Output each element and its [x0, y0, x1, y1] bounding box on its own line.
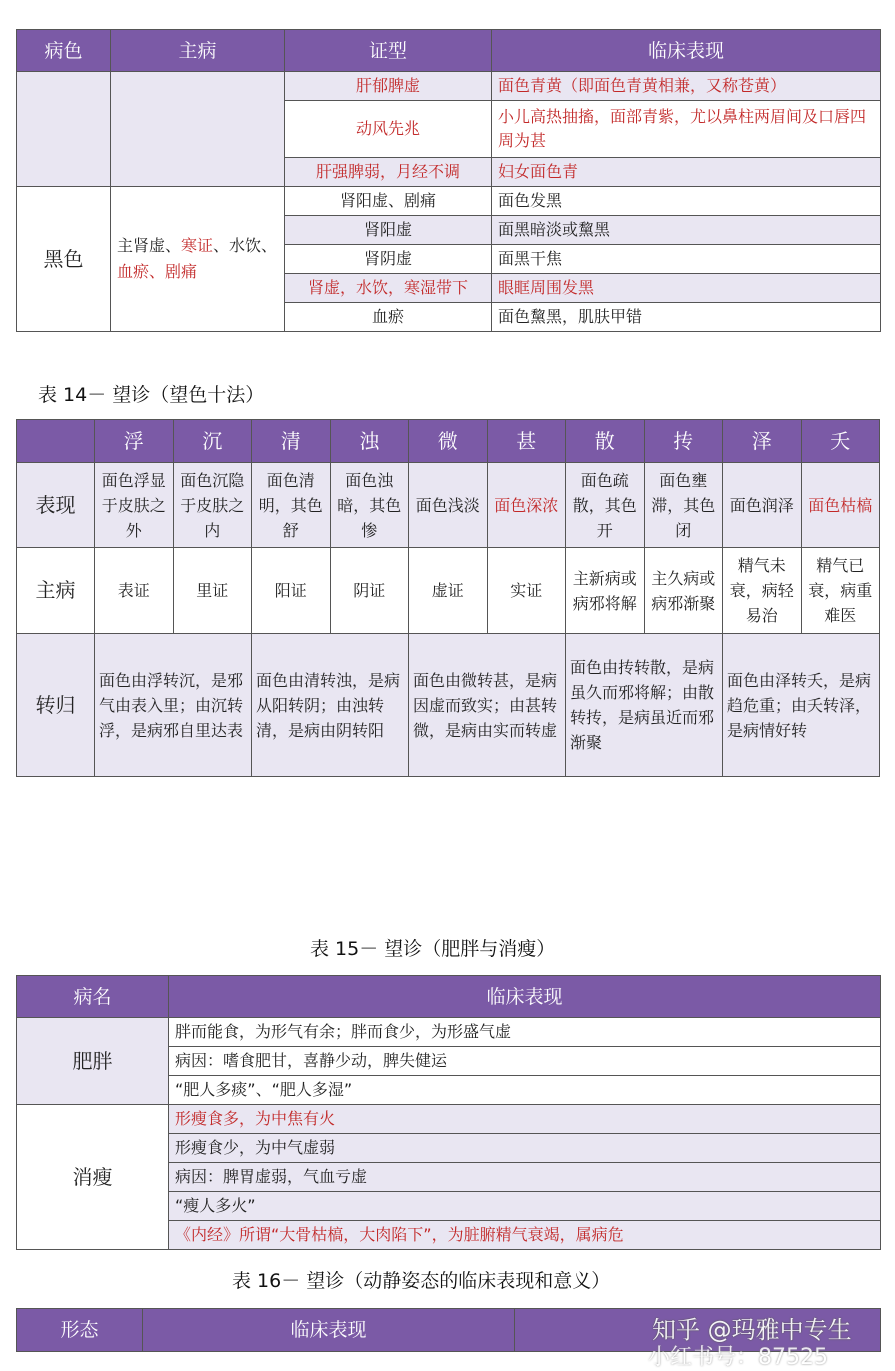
table-cell: 面色枯槁 [801, 463, 880, 548]
table-cell: 形瘦食少，为中气虚弱 [169, 1134, 881, 1163]
sign-cell: 面色发黑 [492, 187, 881, 216]
column-header [17, 420, 95, 463]
column-header: 浊 [330, 420, 409, 463]
row-label: 转归 [17, 634, 95, 777]
sign-cell: 面黑干焦 [492, 245, 881, 274]
sign-cell: 面色青黄（即面色青黄相兼，又称苍黄） [492, 72, 881, 101]
table-row [17, 187, 881, 216]
table-row [17, 1105, 881, 1134]
watermark: 知乎 @玛雅中专生 [652, 1316, 852, 1344]
column-header: 临床表现 [492, 30, 881, 72]
sign-cell: 眼眶周围发黑 [492, 274, 881, 303]
table-cell: 主久病或病邪渐聚 [644, 548, 723, 634]
table-cell: 面色由浮转沉，是邪气由表入里；由沉转浮，是病邪自里达表 [95, 634, 252, 777]
table-cell: 阳证 [252, 548, 331, 634]
table-cell: 面色由泽转夭，是病趋危重；由夭转泽，是病情好转 [723, 634, 880, 777]
column-header: 主病 [111, 30, 285, 72]
table-cell: 《内经》所谓“大骨枯槁，大肉陷下”，为脏腑精气衰竭，属病危 [169, 1221, 881, 1250]
table-cell: 面色由清转浊，是病从阳转阴；由浊转清，是病由阴转阳 [252, 634, 409, 777]
pattern-cell: 肾虚，水饮，寒湿带下 [285, 274, 492, 303]
sign-cell: 面黑暗淡或黧黑 [492, 216, 881, 245]
row-label: 主病 [17, 548, 95, 634]
table-cell: 面色浅淡 [409, 463, 488, 548]
column-header: 病色 [17, 30, 111, 72]
column-header: 浮 [95, 420, 174, 463]
table-caption: 表 16－ 望诊（动静姿态的临床表现和意义） [232, 1270, 611, 1292]
table-cell: 面色沉隐于皮肤之内 [173, 463, 252, 548]
table-cell: “瘦人多火” [169, 1192, 881, 1221]
table-cell: 表证 [95, 548, 174, 634]
column-header: 微 [409, 420, 488, 463]
pattern-cell: 动风先兆 [285, 101, 492, 158]
table-caption: 表 15－ 望诊（肥胖与消瘦） [310, 938, 556, 960]
table-cell: 胖而能食，为形气有余；胖而食少，为形盛气虚 [169, 1018, 881, 1047]
table-cell: 面色清明，其色舒 [252, 463, 331, 548]
table-cell: “肥人多痰”、“肥人多湿” [169, 1076, 881, 1105]
column-header: 临床表现 [143, 1309, 515, 1352]
table-row [17, 1018, 881, 1047]
table-cell: 面色浊暗，其色惨 [330, 463, 409, 548]
table-cell: 形瘦食多，为中焦有火 [169, 1105, 881, 1134]
column-header: 病名 [17, 976, 169, 1018]
pattern-cell: 肾阴虚 [285, 245, 492, 274]
column-header: 形态 [17, 1309, 143, 1352]
table-obesity-emaciation [16, 975, 881, 1250]
table-cell: 主新病或病邪将解 [566, 548, 645, 634]
table-cell: 里证 [173, 548, 252, 634]
column-header: 清 [252, 420, 331, 463]
disease-black-cell: 主肾虚、寒证、水饮、血瘀、剧痛 [111, 187, 285, 332]
table-cell: 阴证 [330, 548, 409, 634]
row-label: 消瘦 [17, 1105, 169, 1250]
table-caption: 表 14－ 望诊（望色十法） [38, 384, 265, 406]
watermark: 小红书号：87525 [648, 1345, 828, 1370]
column-header: 夭 [801, 420, 880, 463]
table-face-color-disease [16, 29, 881, 332]
table-ten-color-methods [16, 419, 880, 777]
color-cell [17, 72, 111, 187]
table-cell: 面色由抟转散，是病虽久而邪将解；由散转抟，是病虽近而邪渐聚 [566, 634, 723, 777]
column-header: 散 [566, 420, 645, 463]
table-cell: 面色浮显于皮肤之外 [95, 463, 174, 548]
table-cell: 面色由微转甚，是病因虚而致实；由甚转微，是病由实而转虚 [409, 634, 566, 777]
table-cell: 面色壅滞，其色闭 [644, 463, 723, 548]
table-cell: 精气已衰，病重难医 [801, 548, 880, 634]
table-row [17, 548, 880, 634]
table-cell: 虚证 [409, 548, 488, 634]
column-header: 临床表现 [169, 976, 881, 1018]
table-row [17, 634, 880, 777]
column-header: 泽 [723, 420, 802, 463]
column-header: 沉 [173, 420, 252, 463]
pattern-cell: 血瘀 [285, 303, 492, 332]
column-header: 甚 [487, 420, 566, 463]
disease-cell [111, 72, 285, 187]
table-cell: 面色深浓 [487, 463, 566, 548]
row-label: 表现 [17, 463, 95, 548]
table-cell: 病因：脾胃虚弱，气血亏虚 [169, 1163, 881, 1192]
pattern-cell: 肝强脾弱，月经不调 [285, 158, 492, 187]
table-cell: 精气未衰，病轻易治 [723, 548, 802, 634]
sign-cell: 小儿高热抽搐，面部青紫，尤以鼻柱两眉间及口唇四周为甚 [492, 101, 881, 158]
pattern-cell: 肝郁脾虚 [285, 72, 492, 101]
column-header: 证型 [285, 30, 492, 72]
sign-cell: 面色黧黑，肌肤甲错 [492, 303, 881, 332]
table-row [17, 463, 880, 548]
row-label: 肥胖 [17, 1018, 169, 1105]
color-black-cell: 黑色 [17, 187, 111, 332]
table-row [17, 72, 881, 101]
table-cell: 实证 [487, 548, 566, 634]
table-cell: 面色疏散，其色开 [566, 463, 645, 548]
table-cell: 面色润泽 [723, 463, 802, 548]
column-header: 抟 [644, 420, 723, 463]
pattern-cell: 肾阳虚 [285, 216, 492, 245]
sign-cell: 妇女面色青 [492, 158, 881, 187]
pattern-cell: 肾阳虚、剧痛 [285, 187, 492, 216]
table-cell: 病因：嗜食肥甘，喜静少动，脾失健运 [169, 1047, 881, 1076]
